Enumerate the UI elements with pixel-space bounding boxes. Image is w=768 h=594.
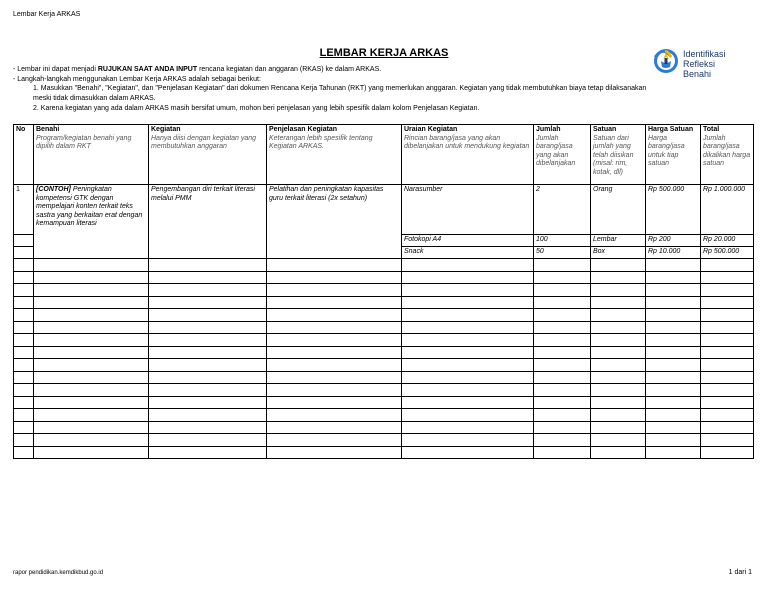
empty-cell[interactable]	[646, 446, 701, 459]
empty-cell[interactable]	[34, 296, 149, 309]
empty-cell[interactable]	[34, 309, 149, 322]
empty-cell[interactable]	[591, 384, 646, 397]
empty-cell[interactable]	[402, 321, 534, 334]
empty-row	[14, 346, 754, 359]
instructions	[13, 65, 753, 114]
cell-no	[14, 247, 34, 259]
empty-cell[interactable]	[149, 321, 267, 334]
empty-row	[14, 409, 754, 422]
empty-cell[interactable]	[534, 296, 591, 309]
cell-benahi: [CONTOH] Peningkatan kompetensi GTK dengan mempelajari konten terkait teks sastra yang berkaitan erat dengan kemampuan literasi	[34, 185, 149, 259]
empty-cell[interactable]	[267, 446, 402, 459]
empty-cell[interactable]	[646, 371, 701, 384]
cell-harga: Rp 10.000	[646, 247, 701, 259]
empty-cell[interactable]	[591, 371, 646, 384]
empty-cell[interactable]	[402, 434, 534, 447]
empty-cell[interactable]	[267, 271, 402, 284]
empty-cell[interactable]	[149, 396, 267, 409]
smile-arc-icon	[653, 48, 673, 58]
empty-cell[interactable]	[34, 334, 149, 347]
column-header-description: Keterangan lebih spesifik tentang Kegiatan ARKAS.	[269, 134, 373, 150]
column-header	[402, 125, 534, 185]
empty-cell[interactable]	[701, 421, 754, 434]
empty-cell[interactable]	[34, 384, 149, 397]
column-header-title: Satuan	[593, 126, 617, 133]
empty-cell[interactable]	[34, 271, 149, 284]
empty-cell[interactable]	[34, 259, 149, 272]
empty-cell[interactable]	[646, 434, 701, 447]
column-header	[34, 125, 149, 185]
empty-cell[interactable]	[34, 446, 149, 459]
empty-cell[interactable]	[534, 309, 591, 322]
empty-cell[interactable]	[534, 334, 591, 347]
column-header-title: No	[16, 126, 26, 133]
empty-cell[interactable]	[267, 309, 402, 322]
empty-cell[interactable]	[534, 284, 591, 297]
empty-row	[14, 421, 754, 434]
instruction-line-2: - Langkah-langkah menggunakan Lembar Kerja ARKAS adalah sebagai berikut:	[13, 75, 261, 83]
empty-cell[interactable]	[14, 434, 34, 447]
empty-cell[interactable]	[149, 434, 267, 447]
empty-cell[interactable]	[402, 396, 534, 409]
empty-cell[interactable]	[402, 284, 534, 297]
empty-cell[interactable]	[267, 296, 402, 309]
empty-cell[interactable]	[34, 321, 149, 334]
column-header	[701, 125, 754, 185]
cell-no	[14, 235, 34, 247]
empty-cell[interactable]	[402, 409, 534, 422]
cell-penjelasan: Pelatihan dan peningkatan kapasitas guru terkait literasi (2x setahun)	[267, 185, 402, 259]
empty-cell[interactable]	[14, 359, 34, 372]
empty-cell[interactable]	[149, 259, 267, 272]
empty-cell[interactable]	[402, 259, 534, 272]
empty-cell[interactable]	[34, 434, 149, 447]
empty-cell[interactable]	[701, 346, 754, 359]
empty-cell[interactable]	[402, 371, 534, 384]
empty-cell[interactable]	[267, 284, 402, 297]
cell-jumlah: 100	[534, 235, 591, 247]
empty-cell[interactable]	[402, 309, 534, 322]
arkas-worksheet-table	[13, 124, 754, 459]
empty-cell[interactable]	[591, 346, 646, 359]
empty-cell[interactable]	[591, 271, 646, 284]
empty-cell[interactable]	[34, 359, 149, 372]
empty-cell[interactable]	[402, 334, 534, 347]
empty-row	[14, 371, 754, 384]
empty-cell[interactable]	[701, 409, 754, 422]
empty-cell[interactable]	[14, 421, 34, 434]
instruction-step-1-cont: meski tidak dimasukkan dalam ARKAS.	[33, 95, 156, 103]
header-row	[14, 125, 754, 185]
empty-cell[interactable]	[701, 434, 754, 447]
empty-cell[interactable]	[591, 396, 646, 409]
column-header	[14, 125, 34, 185]
empty-row	[14, 259, 754, 272]
empty-cell[interactable]	[701, 371, 754, 384]
empty-cell[interactable]	[149, 384, 267, 397]
empty-cell[interactable]	[534, 371, 591, 384]
empty-cell[interactable]	[701, 334, 754, 347]
empty-row	[14, 384, 754, 397]
empty-cell[interactable]	[591, 421, 646, 434]
empty-cell[interactable]	[591, 409, 646, 422]
empty-cell[interactable]	[402, 384, 534, 397]
empty-cell[interactable]	[267, 321, 402, 334]
empty-cell[interactable]	[646, 321, 701, 334]
empty-cell[interactable]	[646, 334, 701, 347]
empty-cell[interactable]	[149, 421, 267, 434]
instruction-step-1: 1. Masukkan "Benahi", "Kegiatan", dan "Penjelasan Kegiatan" dari dokumen Rencana Kerja Tahunan (RKT) yang memerlukan anggaran. Kegiatan yang tidak membutuhkan biaya tetap dilaksanakan	[33, 85, 647, 93]
instruction-line-1: - Lembar ini dapat menjadi RUJUKAN SAAT ANDA INPUT rencana kegiatan dan anggaran (RKAS) ke dalam ARKAS.	[13, 66, 382, 73]
column-header-title: Benahi	[36, 126, 60, 133]
empty-row	[14, 334, 754, 347]
empty-row	[14, 284, 754, 297]
empty-row	[14, 321, 754, 334]
empty-cell[interactable]	[591, 321, 646, 334]
empty-cell[interactable]	[402, 271, 534, 284]
empty-cell[interactable]	[701, 384, 754, 397]
empty-cell[interactable]	[701, 271, 754, 284]
logo-line-benahi: Benahi	[683, 69, 712, 79]
empty-cell[interactable]	[402, 346, 534, 359]
empty-cell[interactable]	[534, 321, 591, 334]
empty-cell[interactable]	[14, 284, 34, 297]
empty-cell[interactable]	[591, 296, 646, 309]
empty-cell[interactable]	[534, 396, 591, 409]
empty-cell[interactable]	[267, 359, 402, 372]
empty-cell[interactable]	[646, 384, 701, 397]
empty-cell[interactable]	[701, 321, 754, 334]
instruction-step-2: 2. Karena kegiatan yang ada dalam ARKAS masih bersifat umum, mohon beri penjelasan yang lebih spesifik dalam kolom Penjelasan Kegiatan.	[33, 104, 480, 112]
column-header-title: Jumlah	[536, 126, 561, 133]
example-row	[14, 185, 754, 235]
empty-cell[interactable]	[591, 359, 646, 372]
empty-cell[interactable]	[646, 409, 701, 422]
empty-cell[interactable]	[149, 271, 267, 284]
column-header-title: Harga Satuan	[648, 126, 694, 133]
cell-total: Rp 20.000	[701, 235, 754, 247]
empty-cell[interactable]	[646, 284, 701, 297]
empty-cell[interactable]	[591, 259, 646, 272]
empty-cell[interactable]	[267, 421, 402, 434]
empty-cell[interactable]	[14, 409, 34, 422]
cell-harga: Rp 200	[646, 235, 701, 247]
empty-cell[interactable]	[402, 359, 534, 372]
cell-jumlah: 2	[534, 185, 591, 235]
empty-cell[interactable]	[534, 271, 591, 284]
empty-cell[interactable]	[267, 346, 402, 359]
empty-cell[interactable]	[267, 384, 402, 397]
empty-row	[14, 271, 754, 284]
empty-cell[interactable]	[534, 384, 591, 397]
empty-cell[interactable]	[701, 446, 754, 459]
empty-cell[interactable]	[14, 259, 34, 272]
empty-cell[interactable]	[14, 446, 34, 459]
cell-harga: Rp 500.000	[646, 185, 701, 235]
column-header-description: Jumlah barang/jasa dikalikan harga satuan	[703, 134, 751, 167]
empty-cell[interactable]	[591, 309, 646, 322]
empty-cell[interactable]	[34, 396, 149, 409]
empty-row	[14, 434, 754, 447]
empty-cell[interactable]	[646, 309, 701, 322]
empty-cell[interactable]	[534, 259, 591, 272]
cell-no: 1	[14, 185, 34, 235]
empty-cell[interactable]	[701, 259, 754, 272]
empty-cell[interactable]	[402, 446, 534, 459]
footer-page-number: 1 dari 1	[728, 569, 752, 576]
cell-total: Rp 500.000	[701, 247, 754, 259]
empty-cell[interactable]	[591, 334, 646, 347]
cell-satuan: Lembar	[591, 235, 646, 247]
empty-cell[interactable]	[591, 284, 646, 297]
empty-cell[interactable]	[534, 434, 591, 447]
empty-cell[interactable]	[701, 309, 754, 322]
empty-cell[interactable]	[149, 309, 267, 322]
empty-cell[interactable]	[149, 409, 267, 422]
empty-cell[interactable]	[534, 359, 591, 372]
empty-cell[interactable]	[534, 421, 591, 434]
column-header-title: Penjelasan Kegiatan	[269, 126, 338, 133]
column-header-description: Harga barang/jasa untuk tiap satuan	[648, 134, 685, 167]
column-header-title: Uraian Kegiatan	[404, 126, 458, 133]
empty-cell[interactable]	[646, 259, 701, 272]
empty-cell[interactable]	[14, 321, 34, 334]
empty-cell[interactable]	[14, 334, 34, 347]
empty-cell[interactable]	[14, 346, 34, 359]
empty-cell[interactable]	[402, 421, 534, 434]
empty-cell[interactable]	[14, 384, 34, 397]
empty-cell[interactable]	[149, 284, 267, 297]
empty-cell[interactable]	[591, 446, 646, 459]
empty-cell[interactable]	[267, 259, 402, 272]
column-header	[591, 125, 646, 185]
column-header-title: Total	[703, 126, 720, 133]
empty-cell[interactable]	[646, 396, 701, 409]
empty-cell[interactable]	[402, 296, 534, 309]
cell-satuan: Box	[591, 247, 646, 259]
empty-row	[14, 396, 754, 409]
empty-cell[interactable]	[534, 446, 591, 459]
empty-cell[interactable]	[34, 346, 149, 359]
empty-cell[interactable]	[149, 296, 267, 309]
empty-cell[interactable]	[646, 359, 701, 372]
column-header-description: Jumlah barang/jasa yang akan dibelanjakan	[536, 134, 576, 167]
footer-url: rapor pendidikan.kemdikbud.go.id	[13, 570, 104, 576]
column-header	[149, 125, 267, 185]
empty-cell[interactable]	[34, 409, 149, 422]
column-header-description: Rincian barang/jasa yang akan dibelanjakan untuk mendukung kegiatan	[404, 134, 530, 150]
empty-row	[14, 359, 754, 372]
empty-cell[interactable]	[646, 296, 701, 309]
page-header: Lembar Kerja ARKAS	[13, 11, 81, 18]
empty-cell[interactable]	[701, 359, 754, 372]
empty-cell[interactable]	[701, 396, 754, 409]
empty-cell[interactable]	[267, 434, 402, 447]
empty-cell[interactable]	[701, 284, 754, 297]
empty-cell[interactable]	[646, 421, 701, 434]
empty-cell[interactable]	[534, 409, 591, 422]
empty-cell[interactable]	[14, 271, 34, 284]
column-header-title: Kegiatan	[151, 126, 181, 133]
empty-cell[interactable]	[14, 309, 34, 322]
empty-cell[interactable]	[267, 371, 402, 384]
empty-row	[14, 446, 754, 459]
empty-cell[interactable]	[534, 346, 591, 359]
empty-cell[interactable]	[14, 296, 34, 309]
column-header-description: Hanya diisi dengan kegiatan yang membutuhkan anggaran	[151, 134, 257, 150]
empty-cell[interactable]	[14, 371, 34, 384]
column-header	[646, 125, 701, 185]
cell-satuan: Orang	[591, 185, 646, 235]
empty-cell[interactable]	[34, 421, 149, 434]
empty-cell[interactable]	[646, 346, 701, 359]
column-header-description: Program/kegiatan benahi yang dipilih dalam RKT	[36, 134, 132, 150]
empty-cell[interactable]	[267, 334, 402, 347]
empty-cell[interactable]	[591, 434, 646, 447]
page-title: LEMBAR KERJA ARKAS	[319, 47, 449, 59]
cell-uraian: Snack	[402, 247, 534, 259]
empty-cell[interactable]	[267, 396, 402, 409]
empty-cell[interactable]	[34, 284, 149, 297]
empty-cell[interactable]	[149, 334, 267, 347]
empty-cell[interactable]	[149, 371, 267, 384]
column-header	[267, 125, 402, 185]
empty-cell[interactable]	[267, 409, 402, 422]
empty-row	[14, 296, 754, 309]
cell-total: Rp 1.000.000	[701, 185, 754, 235]
cell-uraian: Narasumber	[402, 185, 534, 235]
empty-cell[interactable]	[149, 446, 267, 459]
logo-line-refleksi: Refleksi	[683, 59, 716, 69]
empty-cell[interactable]	[149, 359, 267, 372]
cell-jumlah: 50	[534, 247, 591, 259]
empty-cell[interactable]	[646, 271, 701, 284]
empty-row	[14, 309, 754, 322]
logo-line-identifikasi: Identifikasi	[683, 49, 726, 59]
cell-uraian: Fotokopi A4	[402, 235, 534, 247]
cell-kegiatan: Pengembangan diri terkait literasi melalui PMM	[149, 185, 267, 259]
column-header	[534, 125, 591, 185]
empty-cell[interactable]	[34, 371, 149, 384]
column-header-description: Satuan dari jumlah yang telah diisikan (misal: rim, kotak, dll)	[593, 134, 634, 176]
empty-cell[interactable]	[14, 396, 34, 409]
empty-cell[interactable]	[701, 296, 754, 309]
empty-cell[interactable]	[149, 346, 267, 359]
